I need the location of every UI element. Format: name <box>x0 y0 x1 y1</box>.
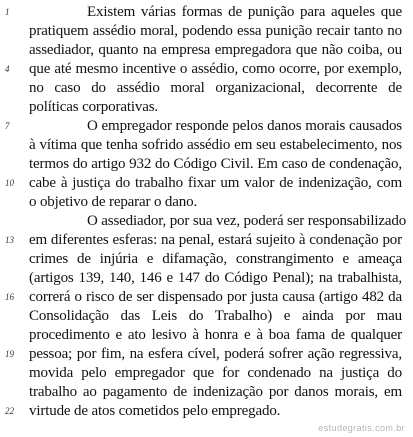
text-line: correrá o risco de ser dispensado por justa causa (artigo 482 da <box>29 289 402 305</box>
text-line: Existem várias formas de punição para aqueles que <box>87 4 402 20</box>
line-number: 16 <box>5 292 14 302</box>
text-line: movida pelo empregador que for condenado na justiça do <box>29 365 402 381</box>
line-number: 13 <box>5 235 14 245</box>
text-line: procedimento e ato lesivo à honra e à boa fama de qualquer <box>29 327 402 343</box>
line-number: 19 <box>5 349 14 359</box>
text-line: O empregador responde pelos danos morais causados <box>87 118 402 134</box>
line-number: 1 <box>5 7 10 17</box>
text-line: o objetivo de reparar o dano. <box>29 194 198 210</box>
text-line: no caso do assédio moral organizacional, decorrente de <box>29 80 402 96</box>
text-line: assediador, quanto na empresa empregadora que não coiba, ou <box>29 42 402 58</box>
text-line: à vítima que tenha sofrido assédio em seu estabelecimento, nos <box>29 137 402 153</box>
line-number: 4 <box>5 64 10 74</box>
text-line: cabe à justiça do trabalho fixar um valor de indenização, com <box>29 175 402 191</box>
text-line: Consolidação das Leis do Trabalho) e ainda por mau <box>29 308 402 324</box>
text-line: em diferentes esferas: na penal, estará sujeito à condenação por <box>29 232 402 248</box>
text-line: virtude de atos cometidos pelo empregado. <box>29 403 281 419</box>
line-number: 22 <box>5 406 14 416</box>
text-line: pratiquem assédio moral, podendo essa punição recair tanto no <box>29 23 402 39</box>
site-watermark: estudegratis.com.br <box>318 423 405 433</box>
text-line: termos do artigo 932 do Código Civil. Em caso de condenação, <box>29 156 402 172</box>
line-number: 7 <box>5 121 10 131</box>
text-line: políticas corporativas. <box>29 99 159 115</box>
text-line: O assediador, por sua vez, poderá ser responsabilizado <box>87 213 407 229</box>
text-line: crimes de injúria e difamação, constrangimento e ameaça <box>29 251 402 267</box>
text-line: (artigos 139, 140, 146 e 147 do Código Penal); na trabalhista, <box>29 270 402 286</box>
text-line: que até mesmo incentive o assédio, como ocorre, por exemplo, <box>29 61 402 77</box>
line-number: 10 <box>5 178 14 188</box>
text-line: trabalho ao pagamento de indenização por danos morais, em <box>29 384 402 400</box>
text-line: pessoa; por fim, na esfera cível, poderá sofrer ação regressiva, <box>29 346 402 362</box>
